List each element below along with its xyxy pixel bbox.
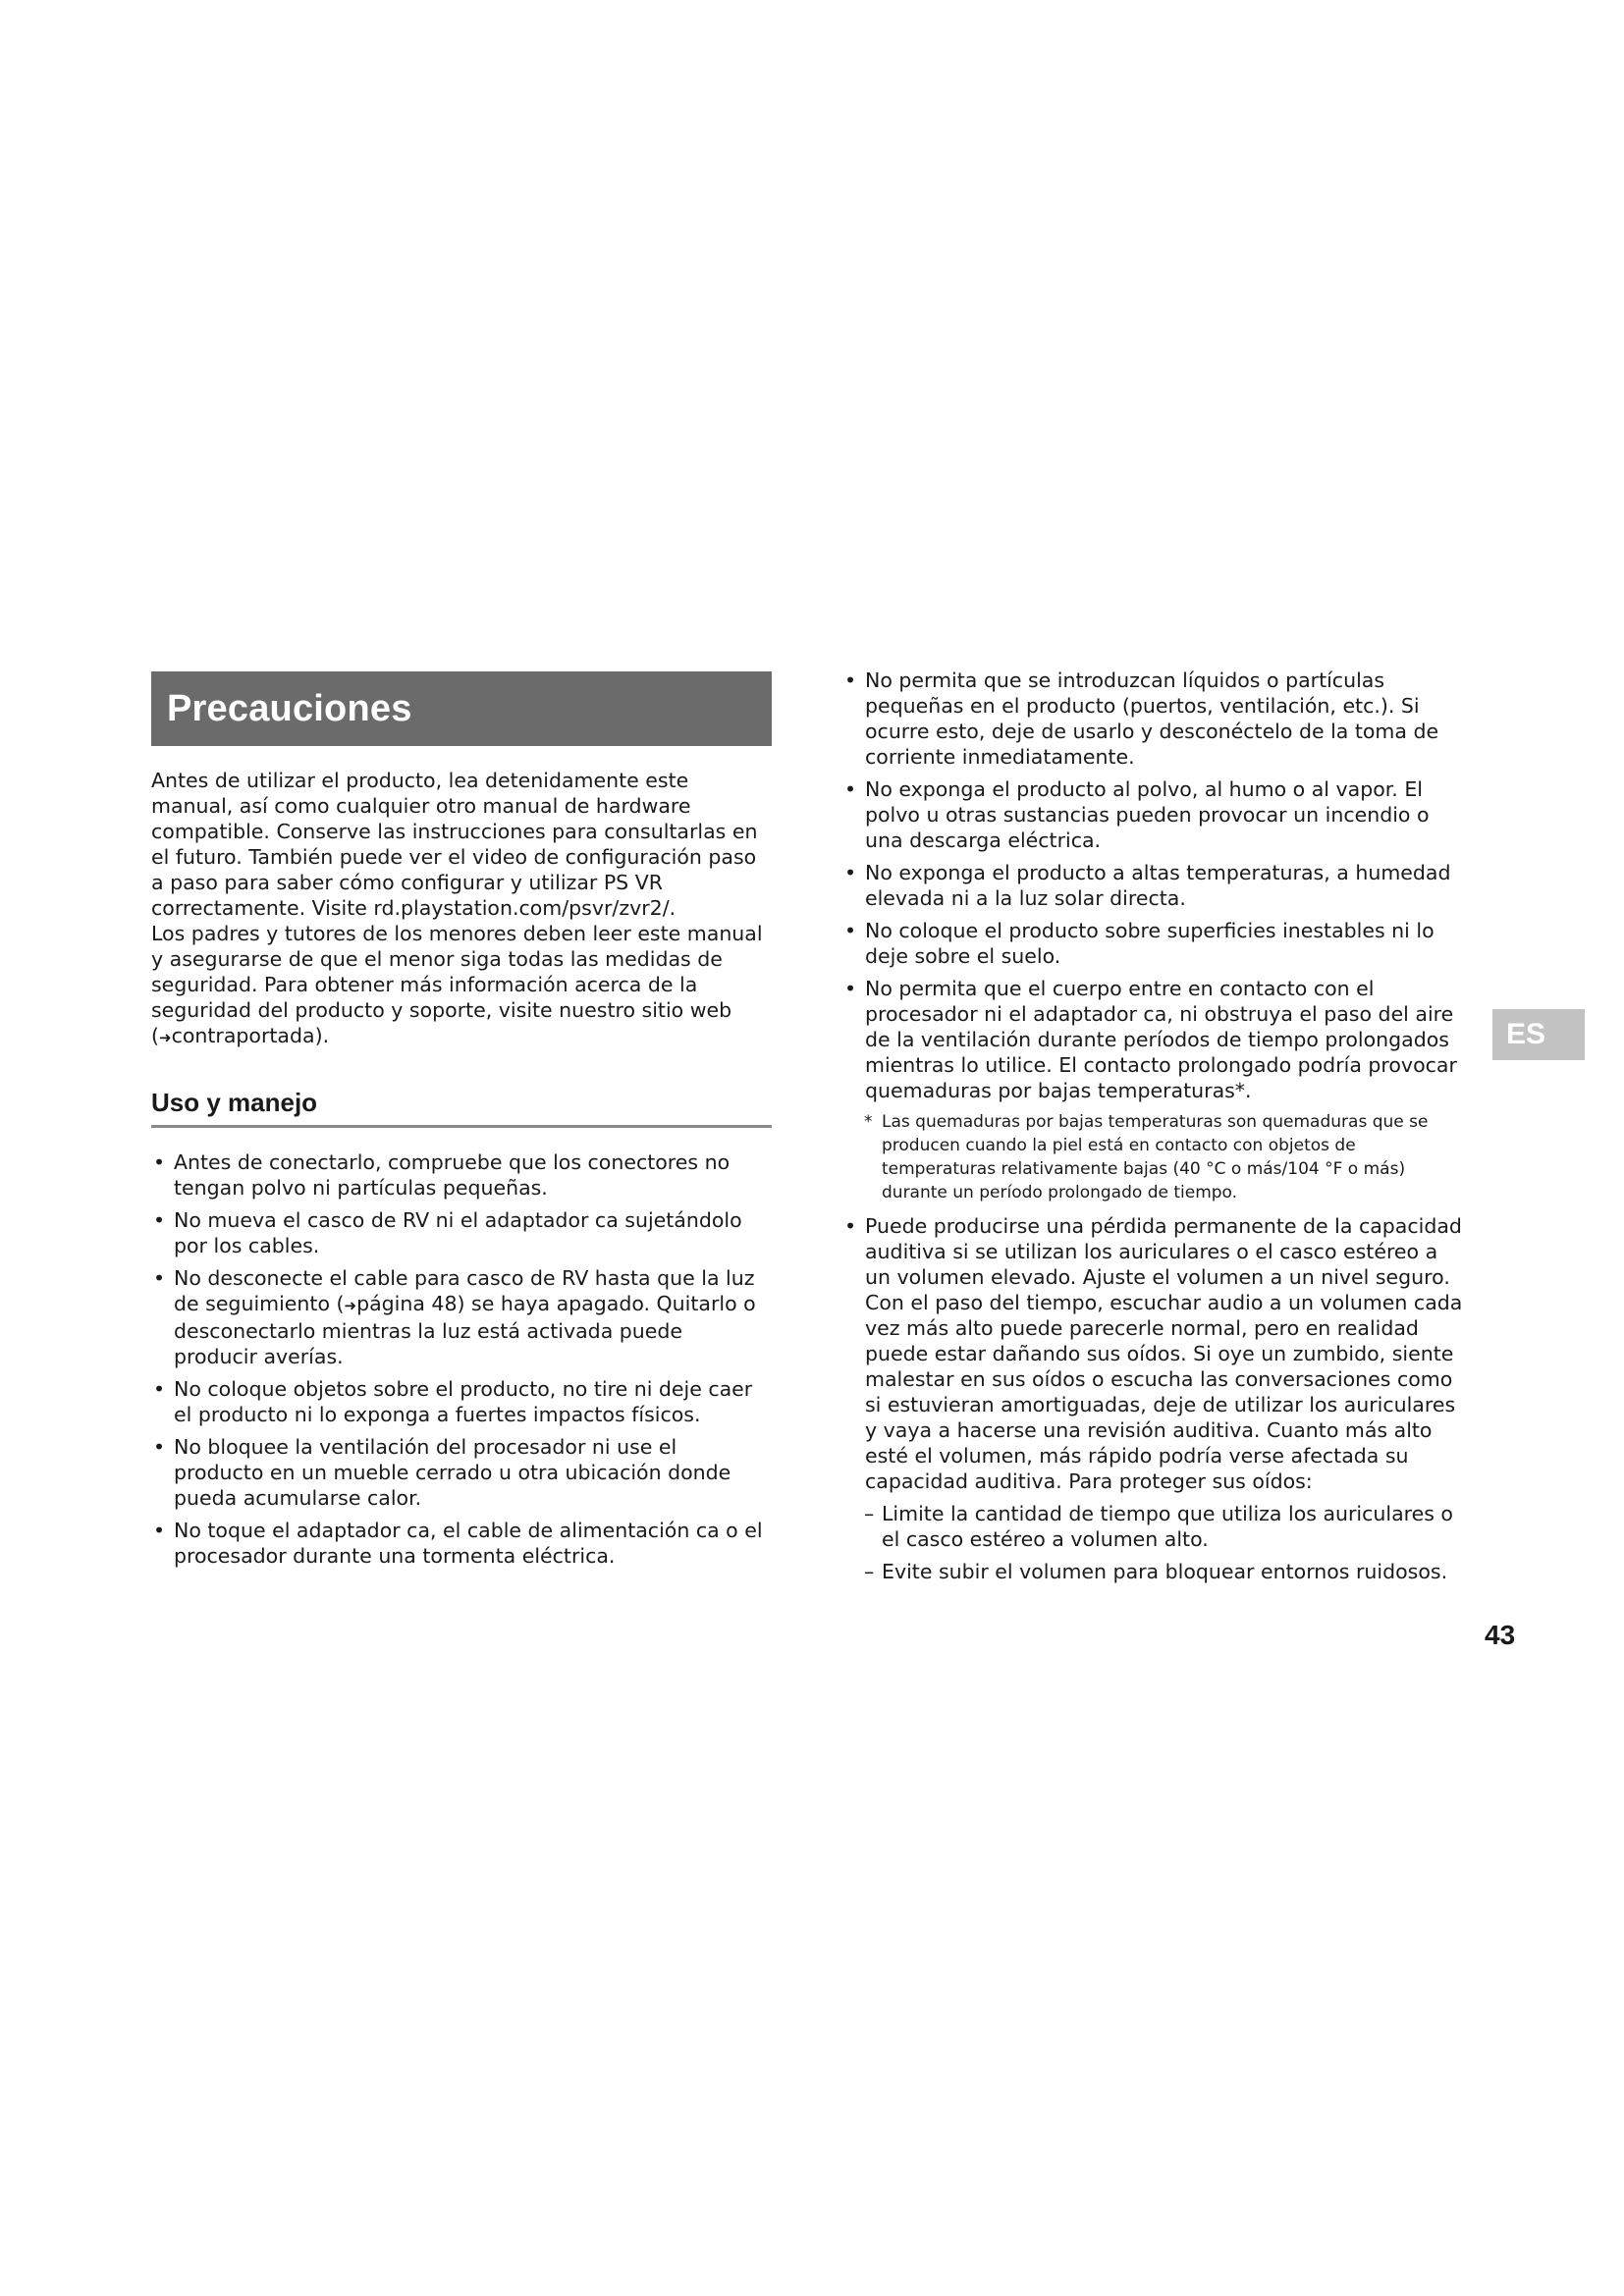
language-tab: ES [1492, 1009, 1585, 1060]
footnote-mark: * [864, 1112, 873, 1132]
dash-item [842, 1501, 1463, 1552]
list-item-text-rest: página 48) se haya apagado. Quitarlo o desconectarlo mientras la luz está activada puede producir averías. [174, 1292, 756, 1368]
hearing-list [842, 1213, 1463, 1494]
dash-item-text: Limite la cantidad de tiempo que utiliza los auriculares o el casco estéreo a volumen alto. [882, 1502, 1453, 1551]
precautions-list [842, 667, 1463, 1103]
arrow-right-icon: ➜ [159, 1029, 172, 1046]
list-item-text: No desconecte el cable para casco de RV hasta que la luz de seguimiento ( [174, 1266, 755, 1315]
intro-paragraph-2 [151, 921, 772, 1050]
intro-paragraph-2-text: Los padres y tutores de los menores deben leer este manual y asegurarse de que el menor siga todas las medidas de seguridad. Para obtener más información acerca de la seguridad del producto y soporte, visite nuestro sitio web ( [151, 922, 763, 1047]
list-item: • No exponga el producto a altas temperaturas, a humedad elevada ni a la luz solar directa. [842, 860, 1463, 911]
right-column [842, 667, 1463, 1591]
list-item: • No coloque el producto sobre superficies inestables ni lo deje sobre el suelo. [842, 918, 1463, 969]
section-title: Precauciones [167, 687, 412, 729]
footnote-text: Las quemaduras por bajas temperaturas son quemaduras que se producen cuando la piel está en contacto con objetos de temperaturas relativamente bajas (40 °C o más/104 °F o más) durante un período prolongado de tiempo. [882, 1112, 1429, 1202]
list-item: • Puede producirse una pérdida permanente de la capacidad auditiva si se utilizan los auriculares o el casco estéreo a un volumen elevado. Ajuste el volumen a un nivel seguro. Con el paso del tiempo, escuchar audio a un volumen cada vez más alto puede parecerle normal, pero en realidad puede estar dañando sus oídos. Si oye un zumbido, siente malestar en sus oídos o escucha las conversaciones como si estuvieran amortiguadas, deje de utilizar los auriculares y vaya a hacerse una revisión auditiva. Cuanto más alto esté el volumen, más rápido podría verse afectada su capacidad auditiva. Para proteger sus oídos: [842, 1213, 1463, 1494]
list-item: • No mueva el casco de RV ni el adaptador ca sujetándolo por los cables. [151, 1207, 772, 1258]
list-item: • No permita que el cuerpo entre en contacto con el procesador ni el adaptador ca, ni obstruya el paso del aire de la ventilación durante períodos de tiempo prolongados mientras lo utilice. El contacto prolongado podría provocar quemaduras por bajas temperaturas*. [842, 976, 1463, 1103]
list-item: • No bloquee la ventilación del procesador ni use el producto en un mueble cerrado u otra ubicación donde pueda acumularse calor. [151, 1434, 772, 1511]
list-item: • No exponga el producto al polvo, al humo o al vapor. El polvo u otras sustancias pueden provocar un incendio o una descarga eléctrica. [842, 776, 1463, 853]
intro-ref-text: contraportada). [171, 1024, 330, 1047]
intro-paragraph-1: Antes de utilizar el producto, lea detenidamente este manual, así como cualquier otro manual de hardware compatible. Conserve las instrucciones para consultarlas en el futuro. También puede ver el video de configuración paso a paso para saber cómo configurar y utilizar PS VR correctamente. Visite rd.playstation.com/psvr/zvr2/. [151, 769, 758, 920]
dash-item-text: Evite subir el volumen para bloquear entornos ruidosos. [882, 1560, 1448, 1583]
list-item: • No coloque objetos sobre el producto, no tire ni deje caer el producto ni lo exponga a fuertes impactos físicos. [151, 1376, 772, 1427]
page-number: 43 [1485, 1620, 1516, 1650]
section-banner [151, 671, 772, 746]
dash-mark: – [864, 1560, 875, 1583]
subsection-heading: Uso y manejo [151, 1088, 772, 1128]
uso-list [151, 1149, 772, 1569]
list-item: • Antes de conectarlo, compruebe que los conectores no tengan polvo ni partículas pequeñas. [151, 1149, 772, 1201]
intro-text [151, 768, 772, 1050]
list-item: • No toque el adaptador ca, el cable de alimentación ca o el procesador durante una tormenta eléctrica. [151, 1518, 772, 1569]
list-item: • No permita que se introduzcan líquidos o partículas pequeñas en el producto (puertos, ventilación, etc.). Si ocurre esto, deje de usarlo y desconéctelo de la toma de corriente inmediatamente. [842, 667, 1463, 770]
footnote [842, 1110, 1463, 1204]
dash-mark: – [864, 1502, 875, 1525]
dash-item [842, 1559, 1463, 1584]
list-item [151, 1265, 772, 1369]
arrow-right-icon: ➜ [344, 1297, 357, 1314]
left-column [151, 671, 772, 1575]
